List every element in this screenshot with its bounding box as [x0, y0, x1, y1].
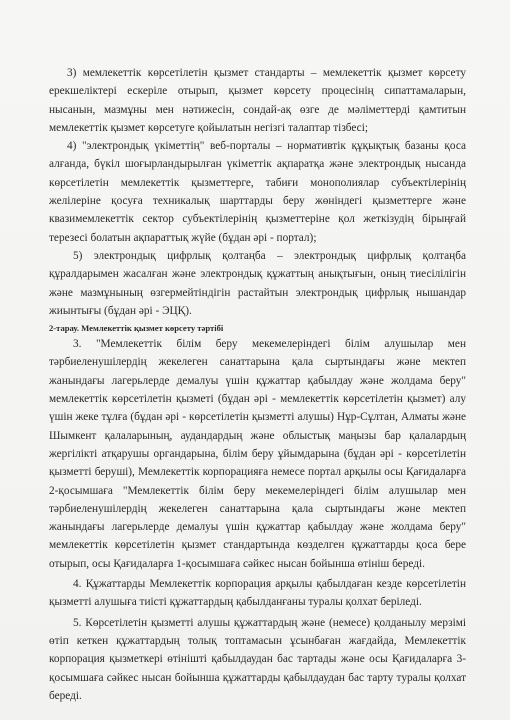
definition-paragraph-4: 4) "электрондық үкіметтің" веб-порталы – нормативтік құқықтық базаны қоса алғанда, бүкіл шоғырландырылған үкіметтік ақпаратқа және электрондық нысанда көрсетілетін мемлекеттік қызметтерге, табиғи монополиялар субъектілерінің желілеріне қосуға техникалық шарттарды беру жөніндегі қызметтерге және квазимемлекеттік сектор субъектілерінің қызметтеріне қол жеткізудің бірыңғай терезесі болатын ақпараттық жүйе (бұдан әрі - портал);	[49, 140, 466, 244]
rule-paragraph-5: 5. Көрсетілетін қызметті алушы құжаттардың және (немесе) қолданылу мерзімі өтіп кеткен құжаттардың толық топтамасын ұсынбаған жағдайда, Мемлекеттік корпорация қызметкері өтінішті қабылдаудан бас тартады және осы Қағидаларға 3-қосымшаға сәйкес нысан бойынша құжаттарды қабылдаудан бас тарту туралы қолхат береді.	[49, 616, 466, 702]
definition-paragraph-5: 5) электрондық цифрлық қолтаңба – электрондық цифрлық қолтаңба құралдарымен жасалған және электрондық құжаттың анықтығын, оның тиесілілігін және мазмұнының өзгермейтіндігін растайтын электрондық цифрлық нышандар жиынтығы (бұдан әрі - ЭЦҚ).	[49, 249, 466, 317]
rule-paragraph-3: 3. "Мемлекеттік білім беру мекемелеріндегі білім алушылар мен тәрбиеленушілердің жекелеген санаттарына қала сыртындағы және мектеп жанындағы лагерьлерде демалуы үшін құжаттар қабылдау және жолдама беру" мемлекеттік көрсетілетін қызметі (бұдан әрі - мемлекеттік көрсетілетін қызмет) алу үшін жеке тұлға (бұдан әрі - көрсетілетін қызметті алушы) Нұр-Сұлтан, Алматы және Шымкент қалаларының, аудандардың және облыстық маңызы бар қалалардың жергілікті атқарушы органдарына, білім беру ұйымдарына (бұдан әрі - көрсетілетін қызметті беруші), Мемлекеттік корпорацияға немесе портал арқылы осы Қағидаларға 2-қосымшаға "Мемлекеттік білім беру мекемелеріндегі білім алушылар мен тәрбиеленушілердің жекелеген санаттарына қала сыртындағы және мектеп жанындағы лагерьлерде демалуы үшін құжаттар қабылдау және жолдама беру" мемлекеттік көрсетілетін қызмет стандартында көзделген құжаттарды қоса бере отырып, осы Қағидаларға 1-қосымшаға сәйкес нысан бойынша өтініш береді.	[49, 338, 466, 570]
section-heading: 2-тарау. Мемлекеттік қызмет көрсету тәртібі	[49, 323, 224, 334]
definition-paragraph-3: 3) мемлекеттік көрсетілетін қызмет стандарты – мемлекеттік қызмет көрсету ерекшеліктері ескеріле отырып, қызмет көрсету процесінің сипаттамаларын, нысанын, мазмұны мен нәтижесін, сондай-ақ өзге де мәліметтерді қамтитын мемлекеттік қызмет көрсетуге қойылатын негізгі талаптар тізбесі;	[49, 67, 466, 134]
rule-paragraph-4: 4. Құжаттарды Мемлекеттік корпорация арқылы қабылдаған кезде көрсетілетін қызметті алушыға тиісті құжаттардың қабылданғаны туралы қолхат беріледі.	[49, 578, 466, 609]
